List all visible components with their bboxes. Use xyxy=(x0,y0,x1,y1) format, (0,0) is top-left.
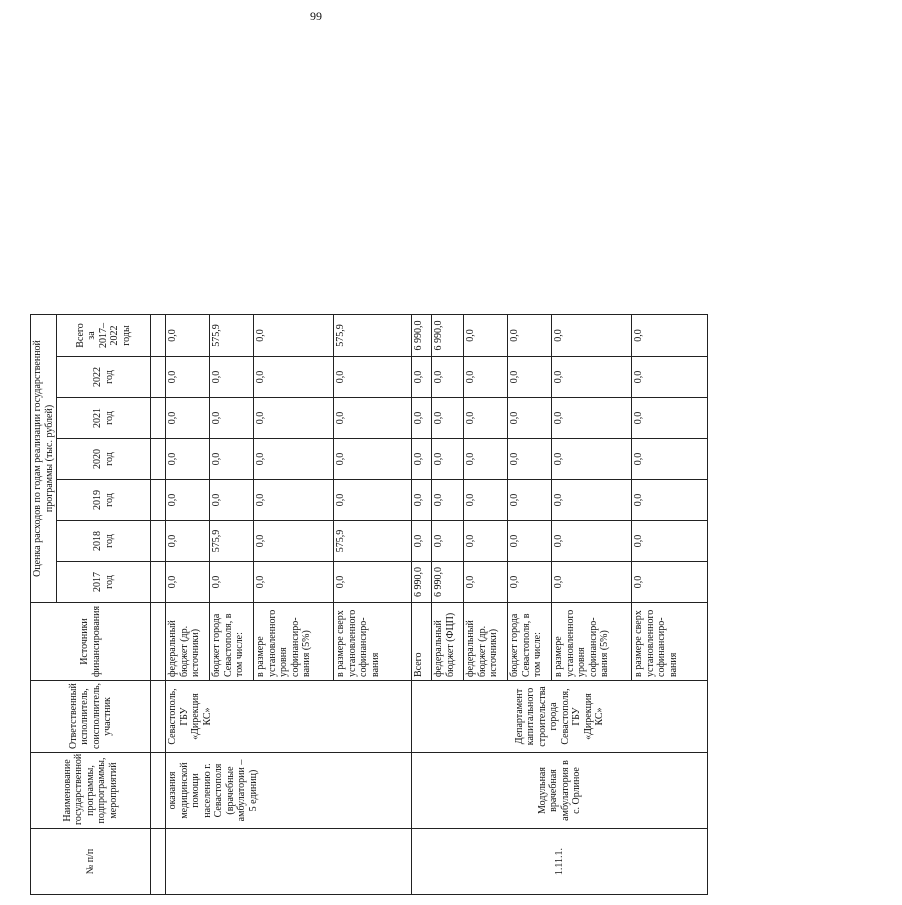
header-total: Всего за 2017–2022 годы xyxy=(57,314,151,356)
header-name: Наименование государственной программы, подпрограммы, мероприятий xyxy=(31,753,151,829)
value-cell: 0,0 xyxy=(552,398,632,439)
row-source: в размере установленного уровня софинансиро-вания (5%) xyxy=(552,603,632,681)
value-cell: 0,0 xyxy=(432,439,464,480)
value-cell: 0,0 xyxy=(464,314,508,356)
value-cell: 0,0 xyxy=(334,562,412,603)
value-cell: 0,0 xyxy=(254,480,334,521)
header-executor: Ответственный исполнитель, соисполнитель, участник xyxy=(31,681,151,753)
row-source: в размере сверх установленного софинансиро-вания xyxy=(334,603,412,681)
row-source: бюджет города Севастополя, в том числе: xyxy=(508,603,552,681)
value-cell: 0,0 xyxy=(334,439,412,480)
header-estimate: Оценка расходов по годам реализации государственной программы (тыс. рублей) xyxy=(31,314,57,602)
value-cell: 0,0 xyxy=(254,562,334,603)
value-cell: 0,0 xyxy=(334,357,412,398)
value-cell: 0,0 xyxy=(432,521,464,562)
value-cell: 0,0 xyxy=(632,439,708,480)
value-cell: 0,0 xyxy=(166,439,210,480)
value-cell: 0,0 xyxy=(508,314,552,356)
value-cell: 6 990,0 xyxy=(432,314,464,356)
value-cell: 0,0 xyxy=(508,357,552,398)
value-cell: 0,0 xyxy=(464,480,508,521)
value-cell: 0,0 xyxy=(508,398,552,439)
value-cell: 0,0 xyxy=(464,521,508,562)
header-2021: 2021 год xyxy=(57,398,151,439)
value-cell: 0,0 xyxy=(552,562,632,603)
value-cell: 0,0 xyxy=(552,439,632,480)
page-number: 99 xyxy=(310,9,322,23)
value-cell: 0,0 xyxy=(166,521,210,562)
value-cell: 0,0 xyxy=(632,480,708,521)
header-2020: 2020 год xyxy=(57,439,151,480)
value-cell: 0,0 xyxy=(464,357,508,398)
value-cell: 0,0 xyxy=(334,480,412,521)
header-row-1 xyxy=(31,314,57,894)
header-2018: 2018 год xyxy=(57,521,151,562)
value-cell: 0,0 xyxy=(552,480,632,521)
value-cell: 0,0 xyxy=(508,562,552,603)
value-cell: 0,0 xyxy=(412,521,432,562)
value-cell: 0,0 xyxy=(412,398,432,439)
row-source: федеральный бюджет (др. источники) xyxy=(166,603,210,681)
row-source: Всего xyxy=(412,603,432,681)
value-cell: 0,0 xyxy=(508,521,552,562)
value-cell: 0,0 xyxy=(166,562,210,603)
value-cell: 575,9 xyxy=(334,521,412,562)
header-2022: 2022 год xyxy=(57,357,151,398)
value-cell: 0,0 xyxy=(464,439,508,480)
header-no: № п/п xyxy=(31,829,151,895)
block1-no-cell xyxy=(166,829,412,895)
block2-name: Модульная врачебная амбулатория в с. Орлиное xyxy=(412,753,708,829)
value-cell: 0,0 xyxy=(210,439,254,480)
table-row xyxy=(412,314,432,894)
row-source: в размере установленного уровня софинансиро-вания (5%) xyxy=(254,603,334,681)
value-cell: 0,0 xyxy=(254,357,334,398)
row-source: в размере сверх установленного софинансиро-вания xyxy=(632,603,708,681)
value-cell: 0,0 xyxy=(508,480,552,521)
value-cell: 6 990,0 xyxy=(412,314,432,356)
value-cell: 0,0 xyxy=(254,398,334,439)
header-source: Источники финансирования xyxy=(31,603,151,681)
value-cell: 0,0 xyxy=(552,521,632,562)
value-cell: 0,0 xyxy=(166,314,210,356)
value-cell: 0,0 xyxy=(632,521,708,562)
value-cell: 575,9 xyxy=(334,314,412,356)
value-cell: 0,0 xyxy=(166,357,210,398)
block1-name: оказания медицинской помощи населению г. Севастополя (врачебные амбулатории – 5 единиц) xyxy=(166,753,412,829)
row-source: бюджет города Севастополя, в том числе: xyxy=(210,603,254,681)
value-cell: 0,0 xyxy=(432,480,464,521)
value-cell: 0,0 xyxy=(254,439,334,480)
value-cell: 6 990,0 xyxy=(412,562,432,603)
header-2019: 2019 год xyxy=(57,480,151,521)
row-source: федеральный бюджет (др. источники) xyxy=(464,603,508,681)
value-cell: 0,0 xyxy=(412,480,432,521)
value-cell: 0,0 xyxy=(166,398,210,439)
block1-executor: Севастополь, ГБУ «Дирекция КС» xyxy=(166,681,412,753)
value-cell: 0,0 xyxy=(464,562,508,603)
value-cell: 0,0 xyxy=(254,521,334,562)
value-cell: 575,9 xyxy=(210,521,254,562)
block2-no: 1.11.1. xyxy=(412,829,708,895)
value-cell: 0,0 xyxy=(166,480,210,521)
value-cell: 0,0 xyxy=(632,562,708,603)
value-cell: 0,0 xyxy=(432,398,464,439)
value-cell: 0,0 xyxy=(508,439,552,480)
column-numbers-row xyxy=(151,314,166,894)
value-cell: 6 990,0 xyxy=(432,562,464,603)
value-cell: 575,9 xyxy=(210,314,254,356)
value-cell: 0,0 xyxy=(632,398,708,439)
rotated-page xyxy=(30,315,902,895)
value-cell: 0,0 xyxy=(210,480,254,521)
value-cell: 0,0 xyxy=(552,357,632,398)
table-row xyxy=(166,314,210,894)
value-cell: 0,0 xyxy=(464,398,508,439)
value-cell: 0,0 xyxy=(210,357,254,398)
header-2017: 2017 год xyxy=(57,562,151,603)
value-cell: 0,0 xyxy=(632,357,708,398)
value-cell: 0,0 xyxy=(552,314,632,356)
value-cell: 0,0 xyxy=(210,562,254,603)
value-cell: 0,0 xyxy=(210,398,254,439)
row-source: федеральный бюджет (ФЦП) xyxy=(432,603,464,681)
value-cell: 0,0 xyxy=(334,398,412,439)
value-cell: 0,0 xyxy=(432,357,464,398)
value-cell: 0,0 xyxy=(632,314,708,356)
budget-table xyxy=(30,314,708,895)
value-cell: 0,0 xyxy=(412,439,432,480)
value-cell: 0,0 xyxy=(412,357,432,398)
value-cell: 0,0 xyxy=(254,314,334,356)
block2-executor: Департамент капитального строительства города Севастополя, ГБУ «Дирекция КС» xyxy=(412,681,708,753)
